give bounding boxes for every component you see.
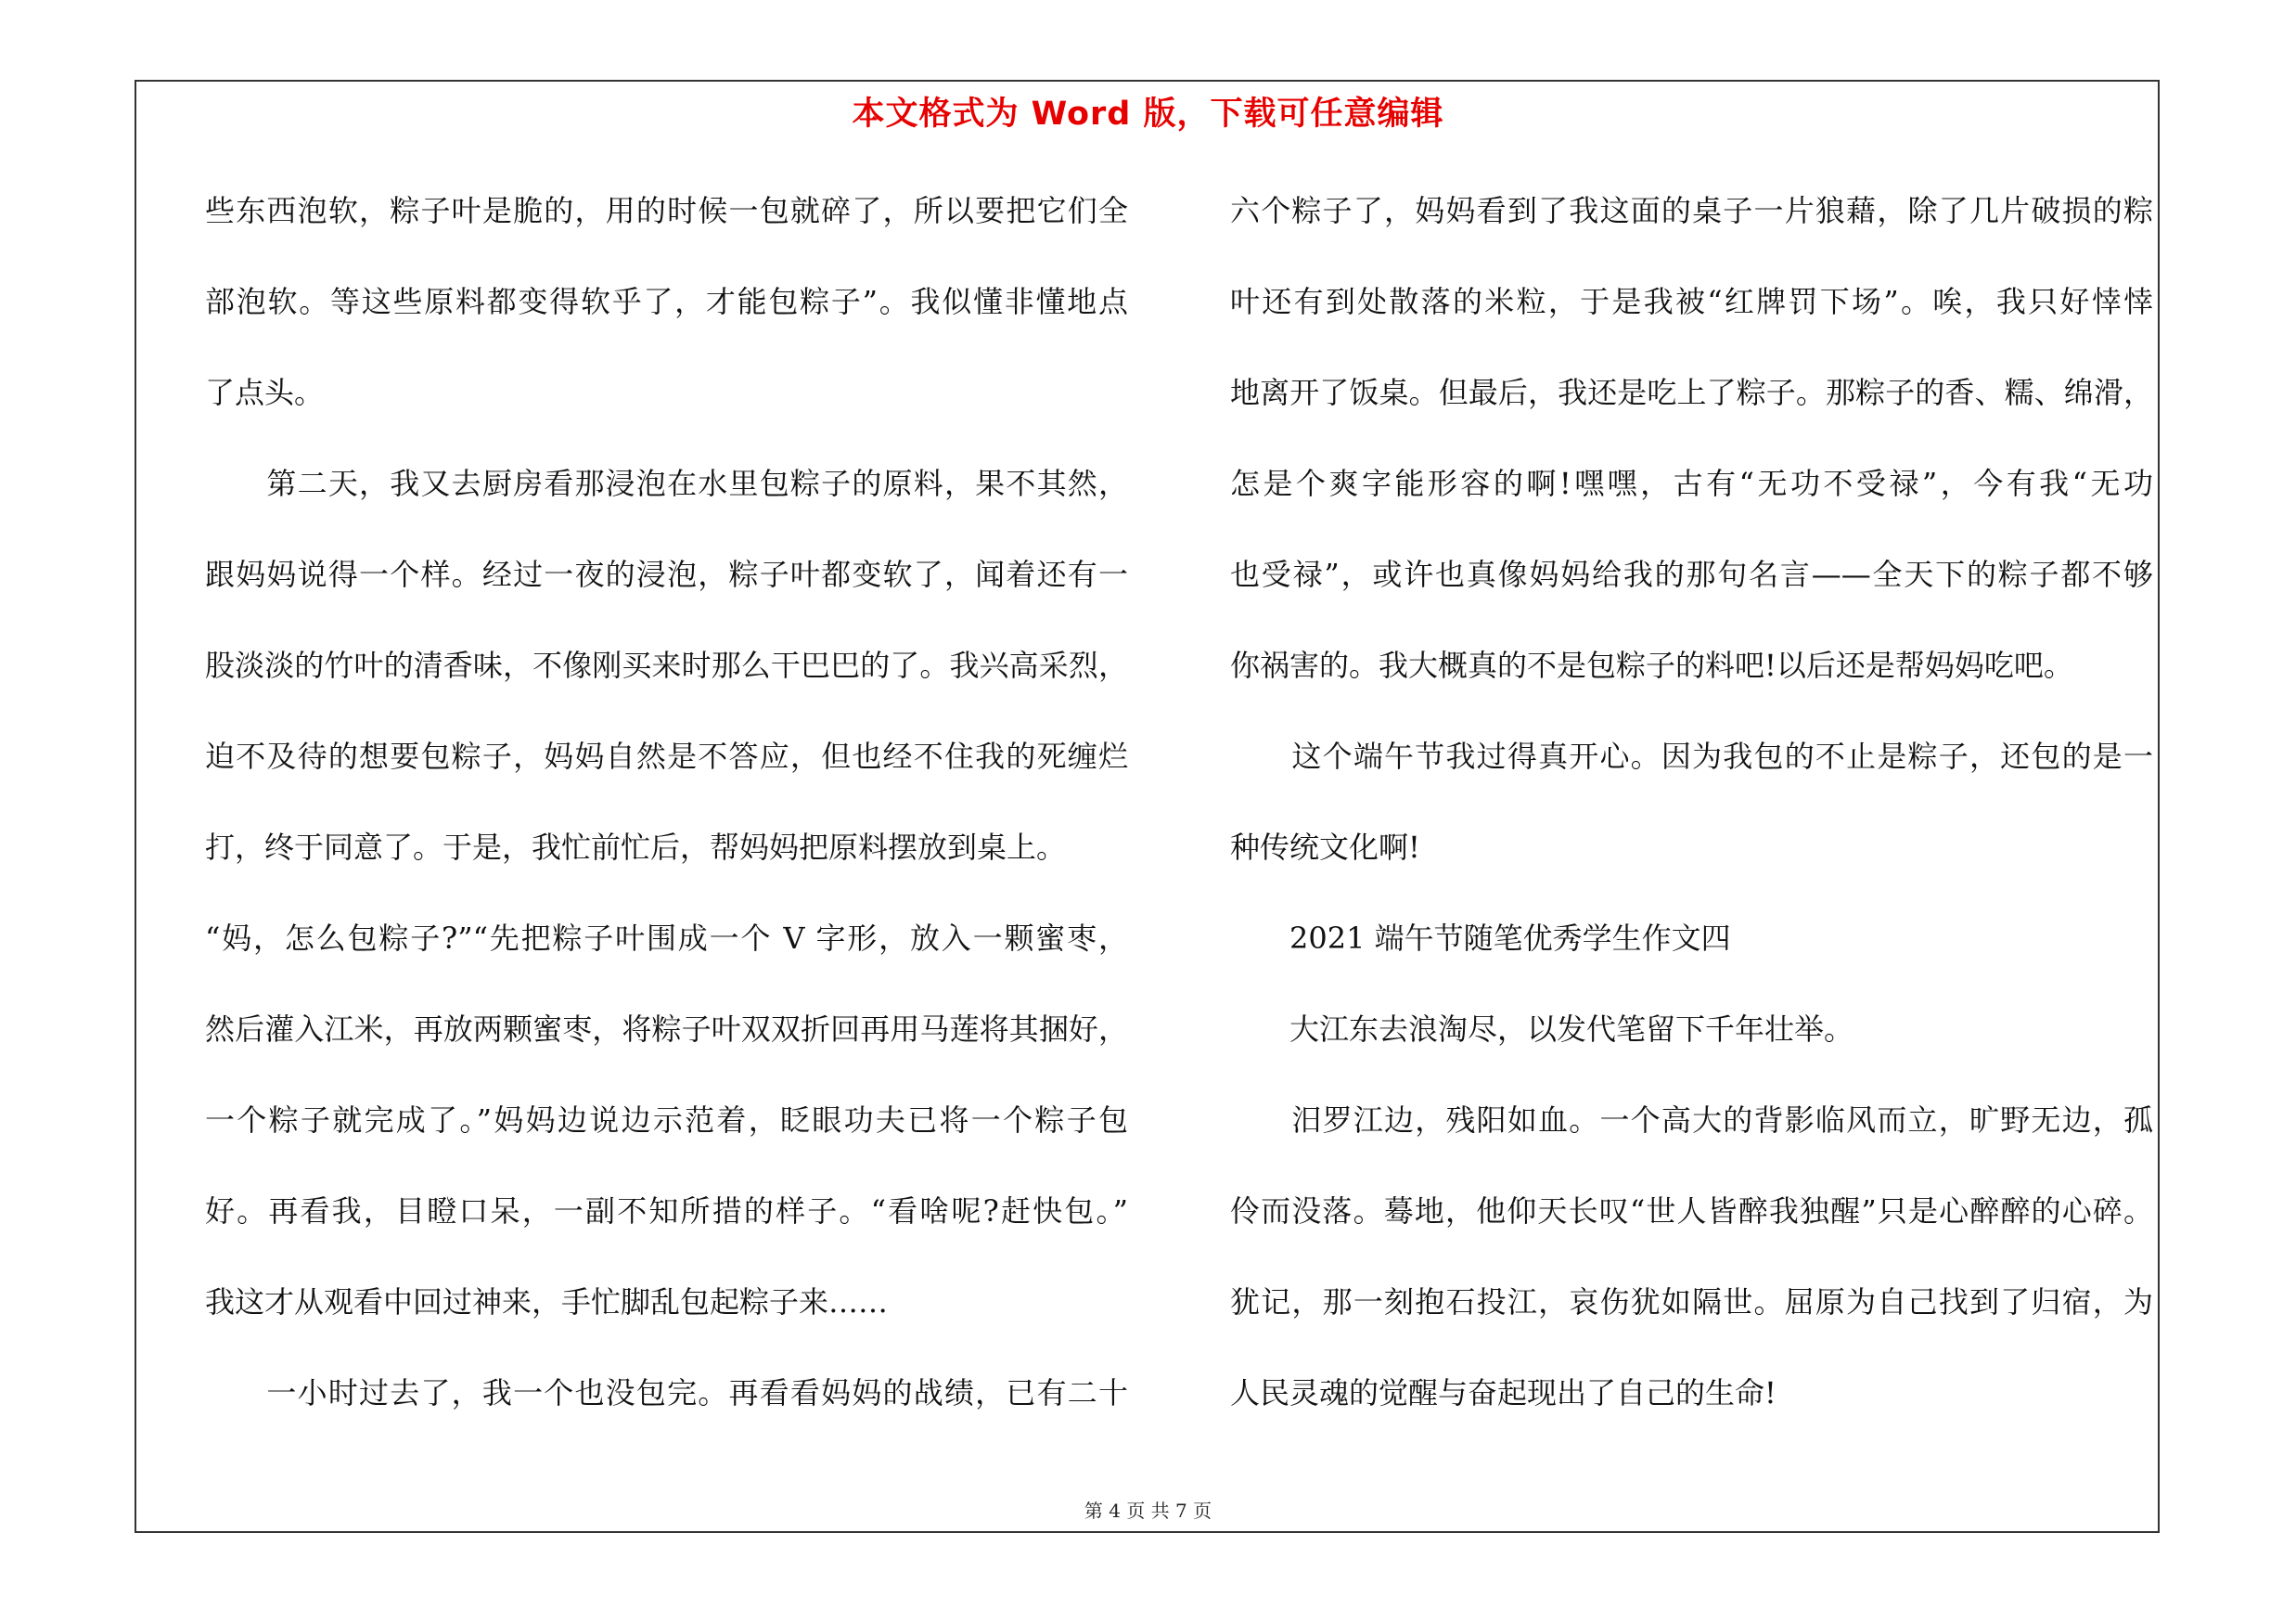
text-line: 些东西泡软，粽子叶是脆的，用的时候一包就碎了，所以要把它们全 — [205, 193, 1128, 228]
text-line: 跟妈妈说得一个样。经过一夜的浸泡，粽子叶都变软了，闻着还有一 — [205, 557, 1128, 592]
text-line: 六个粽子了，妈妈看到了我这面的桌子一片狼藉，除了几片破损的粽 — [1230, 193, 2153, 228]
text-line: 部泡软。等这些原料都变得软乎了，才能包粽子”。我似懂非懂地点 — [205, 284, 1128, 319]
text-line: “妈，怎么包粽子?”“先把粽子叶围成一个 V 字形，放入一颗蜜枣， — [205, 921, 1128, 956]
text-line: 了点头。 — [205, 375, 325, 410]
page-number-footer: 第 4 页 共 7 页 — [1084, 1500, 1212, 1522]
text-line: 汨罗江边，残阳如血。一个高大的背影临风而立，旷野无边，孤 — [1230, 1102, 2153, 1138]
text-line: 犹记，那一刻抱石投江，哀伤犹如隔世。屈原为自己找到了归宿，为 — [1230, 1284, 2153, 1320]
text-line: 股淡淡的竹叶的清香味，不像刚买来时那么干巴巴的了。我兴高采烈， — [205, 648, 1128, 683]
text-line: 我这才从观看中回过神来，手忙脚乱包起粽子来…… — [205, 1284, 889, 1320]
section-heading: 2021 端午节随笔优秀学生作文四 — [1230, 921, 1731, 956]
text-line: 人民灵魂的觉醒与奋起现出了自己的生命! — [1230, 1375, 1777, 1410]
text-line: 第二天，我又去厨房看那浸泡在水里包粽子的原料，果不其然， — [205, 466, 1128, 501]
text-line: 大江东去浪淘尽，以发代笔留下千年壮举。 — [1230, 1011, 1854, 1047]
text-line: 种传统文化啊! — [1230, 830, 1420, 865]
text-line: 地离开了饭桌。但最后，我还是吃上了粽子。那粽子的香、糯、绵滑， — [1230, 375, 2153, 410]
text-line: 迫不及待的想要包粽子，妈妈自然是不答应，但也经不住我的死缠烂 — [205, 739, 1128, 774]
text-line: 你祸害的。我大概真的不是包粽子的料吧!以后还是帮妈妈吃吧。 — [1230, 648, 2073, 683]
text-line: 这个端午节我过得真开心。因为我包的不止是粽子，还包的是一 — [1230, 739, 2153, 774]
header-banner: 本文格式为 Word 版，下载可任意编辑 — [852, 96, 1444, 133]
left-text-column — [205, 185, 1128, 1458]
right-text-column — [1230, 185, 2153, 1458]
text-line: 然后灌入江米，再放两颗蜜枣，将粽子叶双双折回再用马莲将其捆好， — [205, 1011, 1128, 1047]
text-line: 伶而没落。蓦地，他仰天长叹“世人皆醉我独醒”只是心醉醉的心碎。 — [1230, 1193, 2153, 1229]
text-line: 怎是个爽字能形容的啊!嘿嘿，古有“无功不受禄”，今有我“无功 — [1230, 466, 2153, 501]
text-line: 也受禄”，或许也真像妈妈给我的那句名言——全天下的粽子都不够 — [1230, 557, 2153, 592]
text-line: 打，终于同意了。于是，我忙前忙后，帮妈妈把原料摆放到桌上。 — [205, 830, 1067, 865]
text-line: 好。再看我，目瞪口呆，一副不知所措的样子。“看啥呢?赶快包。” — [205, 1193, 1128, 1229]
text-line: 一小时过去了，我一个也没包完。再看看妈妈的战绩，已有二十 — [205, 1375, 1128, 1410]
text-line: 一个粽子就完成了。”妈妈边说边示范着，眨眼功夫已将一个粽子包 — [205, 1102, 1128, 1138]
text-line: 叶还有到处散落的米粒，于是我被“红牌罚下场”。唉，我只好悻悻 — [1230, 284, 2153, 319]
